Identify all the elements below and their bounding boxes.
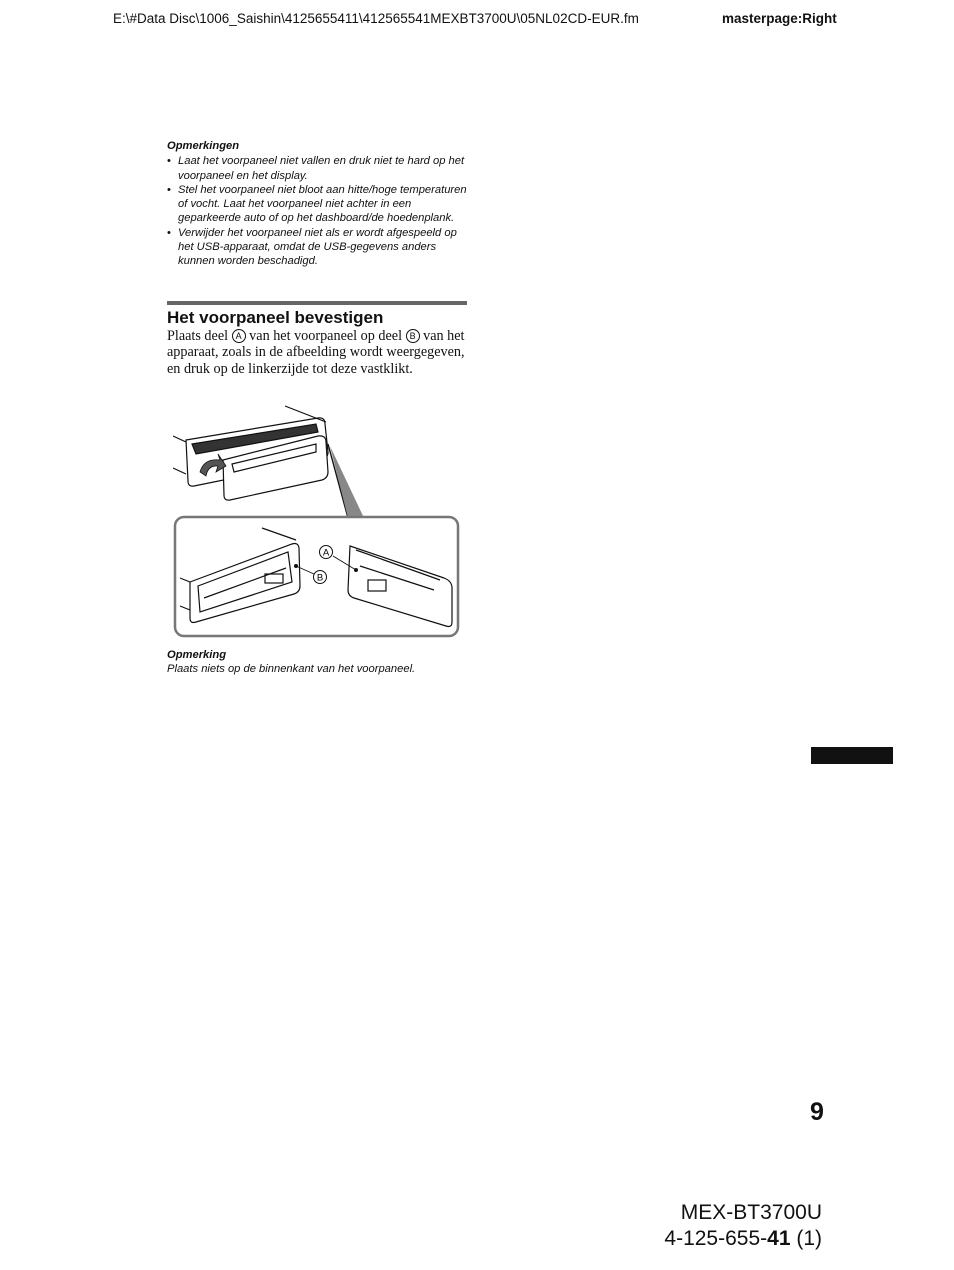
notes-list	[167, 154, 467, 268]
body-text: van het voorpaneel op deel	[245, 328, 406, 344]
section-body	[167, 328, 469, 377]
model-code-suffix: (1)	[790, 1227, 822, 1250]
attach-front-panel-illustration	[168, 400, 463, 640]
figure-label-a: A	[322, 547, 330, 559]
note-text: Plaats niets op de binnenkant van het voorpaneel.	[167, 663, 416, 676]
notes-item: • Laat het voorpaneel niet vallen en druk niet te hard op het voorpaneel en het display.	[167, 154, 467, 183]
section-title: Het voorpaneel bevestigen	[167, 308, 384, 327]
masterpage-label: masterpage:Right	[722, 11, 837, 26]
model-name: MEX-BT3700U	[680, 1201, 822, 1224]
notes-item: • Stel het voorpaneel niet bloot aan hitte/hoge temperaturen of vocht. Laat het voorpaneel niet achter in een geparkeerde auto of op het dashboard/de hoedenplank.	[167, 183, 467, 226]
part-a-label: A	[232, 329, 246, 343]
body-text: Plaats deel	[167, 328, 232, 344]
part-b-label: B	[406, 329, 420, 343]
section-tab-marker	[811, 747, 893, 764]
model-info	[600, 1200, 822, 1252]
notes-title: Opmerkingen	[167, 140, 240, 152]
model-code-prefix: 4-125-655-	[664, 1227, 768, 1250]
model-code-bold: 41	[767, 1227, 791, 1250]
model-code	[600, 1226, 822, 1252]
file-path-header: E:\#Data Disc\1006_Saishin\4125655411\412565541MEXBT3700U\05NL02CD-EUR.fm	[113, 11, 639, 26]
note-title: Opmerking	[167, 649, 227, 661]
figure-label-b: B	[316, 572, 324, 584]
page-number: 9	[810, 1098, 824, 1126]
section-rule	[167, 301, 467, 305]
notes-item: • Verwijder het voorpaneel niet als er wordt afgespeeld op het USB-apparaat, omdat de USB-gegevens anders kunnen worden beschadigd.	[167, 226, 467, 269]
note-block	[167, 648, 487, 677]
notes-block	[167, 139, 467, 269]
body-text: van het apparaat, zoals in de afbeelding wordt weergegeven, en druk op de linkerzijde tot deze vastklikt.	[167, 328, 465, 377]
